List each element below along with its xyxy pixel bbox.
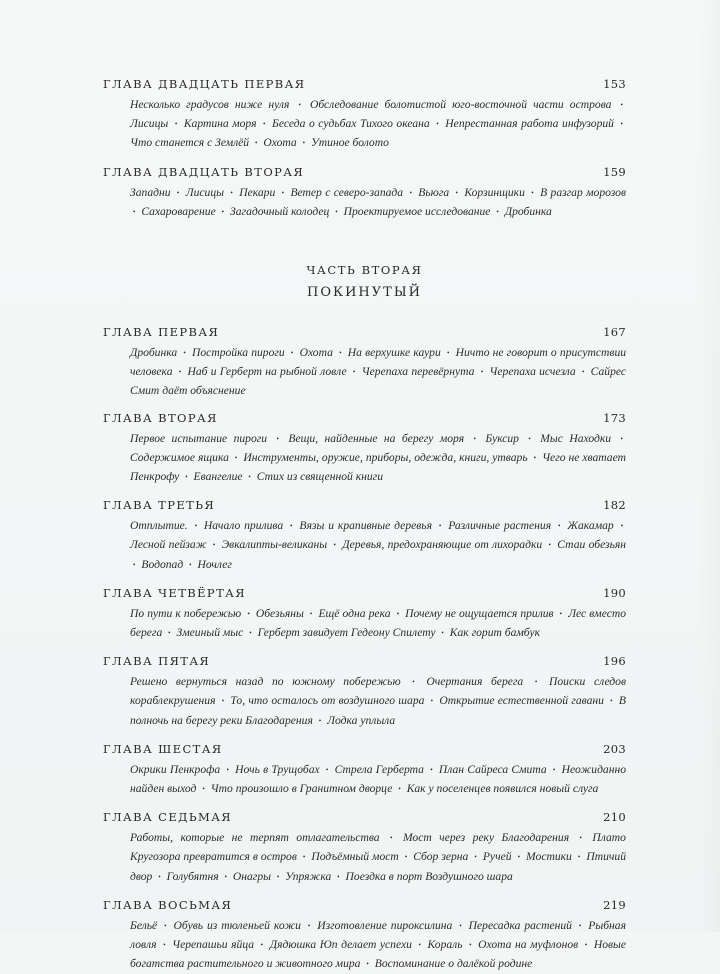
summary-item: Онагры — [232, 869, 271, 883]
summary-item: Начало прилива — [203, 519, 284, 533]
bullet-separator: • — [552, 765, 556, 774]
bullet-separator: • — [302, 139, 306, 148]
chapter-gap — [103, 575, 626, 585]
chapter-summary — [130, 517, 626, 575]
summary-item: Ночь в Трущобах — [235, 762, 320, 776]
summary-item: Что произошло в Гранитном дворце — [210, 782, 393, 796]
summary-item: Ручей — [482, 850, 512, 864]
chapter-heading — [103, 897, 626, 913]
summary-item: Дробинка — [130, 346, 178, 360]
summary-item: Ничто не говорит о присутствии человека — [130, 346, 627, 379]
summary-item: В разгар морозов — [540, 185, 626, 199]
summary-item: Стрела Герберта — [334, 762, 424, 776]
summary-item: Дядюшка Юп делает успехи — [269, 938, 412, 952]
summary-item: Упряжка — [285, 869, 332, 883]
summary-item: Вьюга — [418, 185, 450, 199]
bullet-separator: • — [276, 434, 279, 443]
summary-item: Различные растения — [448, 519, 552, 533]
bullet-separator: • — [281, 188, 285, 197]
bullet-separator: • — [620, 101, 623, 109]
bullet-separator: • — [620, 434, 623, 443]
summary-item: Непрестанная работа инфузорий — [445, 117, 614, 131]
summary-item: Что станется с Землёй — [130, 136, 250, 150]
chapter-title: ГЛАВА ТРЕТЬЯ — [103, 498, 216, 513]
chapter-heading — [103, 585, 626, 601]
chapter-entry — [103, 741, 626, 799]
summary-item: Герберт завидует Гедеону Спилету — [257, 626, 436, 640]
chapter-gap — [103, 799, 626, 809]
summary-item: Очертания берега — [426, 675, 524, 689]
chapter-page-number: 159 — [603, 164, 626, 179]
bullet-separator: • — [533, 453, 537, 462]
bullet-separator: • — [548, 541, 551, 550]
summary-item: Кораль — [427, 938, 463, 952]
contents-continuation — [103, 76, 626, 222]
chapter-summary — [130, 761, 626, 799]
bullet-separator: • — [430, 765, 433, 774]
bullet-separator: • — [212, 541, 216, 550]
chapter-page-number: 203 — [603, 741, 626, 756]
bullet-separator: • — [480, 368, 484, 377]
bullet-separator: • — [298, 101, 301, 109]
bullet-separator: • — [133, 560, 136, 569]
chapter-title: ГЛАВА СЕДЬМАЯ — [103, 810, 232, 825]
chapter-title: ГЛАВА ЧЕТВЁРТАЯ — [103, 585, 246, 600]
summary-item: Деревья, предохраняющие от лихорадки — [342, 538, 543, 552]
chapter-summary — [130, 829, 626, 887]
bullet-separator: • — [260, 941, 264, 950]
bullet-separator: • — [176, 188, 180, 197]
summary-item: Работы, которые не терпят отлагательства — [130, 831, 380, 845]
chapter-entry — [103, 164, 626, 222]
summary-item: План Сайреса Смита — [438, 762, 547, 776]
summary-item: Первое испытание пироги — [130, 431, 268, 445]
summary-item: Западни — [130, 185, 171, 199]
bullet-separator: • — [178, 368, 182, 377]
bullet-separator: • — [409, 188, 412, 197]
summary-item: Открытие естественной гавани — [439, 694, 604, 708]
part-heading — [103, 262, 626, 302]
bullet-separator: • — [455, 188, 458, 197]
chapter-title: ГЛАВА ДВАДЦАТЬ ВТОРАЯ — [103, 164, 305, 179]
summary-item: Инструменты, оружие, приборы, одежда, книги, утварь — [243, 450, 528, 464]
bullet-separator: • — [247, 609, 250, 618]
bullet-separator: • — [577, 853, 581, 862]
bullet-separator: • — [581, 368, 585, 377]
bullet-separator: • — [469, 941, 472, 950]
summary-item: Чего не хватает Пенкрофу — [130, 450, 626, 484]
summary-item: Ночлег — [197, 557, 232, 571]
chapter-summary — [130, 917, 626, 974]
chapter-heading — [103, 497, 626, 513]
chapter-heading — [103, 809, 626, 825]
chapter-title: ГЛАВА ШЕСТАЯ — [103, 741, 223, 756]
bullet-separator: • — [189, 560, 192, 569]
bullet-separator: • — [234, 453, 238, 462]
bullet-separator: • — [276, 872, 280, 881]
summary-item: Новые богатства растительного и животного мира — [130, 938, 627, 971]
bullet-separator: • — [158, 872, 161, 881]
summary-item: Содержимое ящика — [130, 450, 229, 464]
summary-item: Плато Кругозора превратится в остров — [130, 831, 626, 864]
bullet-separator: • — [352, 368, 356, 377]
bullet-separator: • — [528, 434, 531, 443]
summary-item: Птичий двор — [130, 850, 627, 883]
chapter-heading — [103, 741, 626, 757]
bullet-separator: • — [531, 188, 534, 197]
summary-item: Лодка уплыла — [327, 713, 396, 727]
bullet-separator: • — [496, 207, 499, 216]
summary-item: Подъёмный мост — [311, 850, 399, 864]
chapter-entry — [103, 410, 626, 488]
summary-item: Несколько градусов ниже нуля — [130, 98, 290, 111]
part-label: ЧАСТЬ ВТОРАЯ — [306, 263, 423, 278]
summary-item: Решено вернуться назад по южному побережью — [130, 675, 401, 689]
summary-item: Евангелие — [193, 470, 243, 484]
summary-item: Черепаха исчезла — [489, 365, 576, 379]
summary-item: Проектируемое исследование — [343, 204, 491, 218]
summary-item: По пути к побережью — [130, 606, 242, 620]
summary-item: Корзинщики — [464, 185, 525, 199]
summary-item: На верхушке каури — [347, 346, 441, 360]
part-title: ПОКИНУТЫЙ — [307, 285, 422, 301]
summary-item: Дробинка — [504, 204, 552, 218]
bullet-separator: • — [404, 853, 408, 862]
chapter-gap — [103, 487, 626, 497]
bullet-separator: • — [226, 765, 229, 774]
bullet-separator: • — [309, 609, 313, 618]
summary-item: Черепаха перевёрнута — [361, 365, 475, 379]
summary-item: Беседа о судьбах Тихого океана — [272, 117, 430, 131]
summary-item: Лесной пейзаж — [130, 538, 207, 552]
chapter-page-number: 167 — [603, 325, 626, 340]
summary-item: Охота — [299, 346, 333, 360]
chapter-title: ГЛАВА ПЯТАЯ — [103, 654, 211, 669]
summary-item: Лисицы — [130, 117, 169, 131]
chapter-entry — [103, 585, 626, 643]
summary-item: Обследование болотистой юго-восточной части острова — [309, 98, 612, 111]
bullet-separator: • — [412, 678, 415, 687]
bullet-separator: • — [290, 522, 293, 531]
bullet-separator: • — [302, 853, 306, 862]
bullet-separator: • — [534, 678, 538, 687]
bullet-separator: • — [366, 960, 369, 969]
bullet-separator: • — [290, 349, 294, 358]
summary-item: Поездка в порт Воздушного шара — [345, 869, 513, 883]
summary-item: Пекари — [239, 185, 276, 199]
chapter-heading — [103, 653, 626, 669]
chapter-gap — [103, 400, 626, 410]
chapter-page-number: 153 — [603, 77, 626, 91]
summary-item: Изготовление пироксилина — [317, 918, 453, 932]
summary-item: Эвкалипты-великаны — [221, 538, 328, 552]
bullet-separator: • — [333, 541, 336, 550]
bullet-separator: • — [133, 207, 136, 216]
summary-item: Постройка пироги — [192, 346, 285, 360]
chapter-page-number: 196 — [603, 654, 626, 669]
bullet-separator: • — [390, 834, 393, 843]
summary-item: Мостики — [526, 850, 572, 864]
chapter-page-number: 173 — [603, 410, 626, 425]
chapter-summary — [130, 344, 626, 400]
summary-item: Как у поселенцев появился новый слуга — [406, 782, 599, 796]
bullet-separator: • — [164, 921, 167, 930]
summary-item: Воспоминание о далёкой родине — [374, 957, 533, 971]
summary-item: Змеиный мыс — [176, 626, 244, 640]
bullet-separator: • — [335, 207, 338, 216]
bullet-separator: • — [263, 120, 266, 129]
summary-item: Обувь из тюленьей кожи — [173, 918, 301, 932]
chapter-gap — [103, 731, 626, 741]
chapter-title: ГЛАВА ВТОРАЯ — [103, 410, 218, 425]
bullet-separator: • — [307, 921, 311, 930]
summary-item: Картина моря — [183, 117, 257, 131]
chapter-heading — [103, 76, 626, 92]
chapter-entry — [103, 497, 626, 575]
bullet-separator: • — [558, 522, 561, 531]
summary-item: Лисицы — [185, 185, 224, 199]
bullet-separator: • — [610, 697, 613, 706]
bullet-separator: • — [517, 853, 521, 862]
chapter-heading — [103, 324, 626, 340]
summary-item: То, что осталось от воздушного шара — [230, 694, 425, 708]
chapter-page-number: 219 — [603, 897, 626, 912]
summary-item: Бельё — [130, 918, 158, 932]
summary-item: Как горит бамбук — [449, 626, 541, 640]
summary-item: Окрики Пенкрофа — [130, 762, 221, 776]
bullet-separator: • — [438, 522, 442, 531]
bullet-separator: • — [183, 349, 186, 358]
bullet-separator: • — [459, 921, 462, 930]
summary-item: Неожиданно найден выход — [130, 762, 627, 796]
chapter-summary — [130, 184, 626, 222]
chapter-page-number: 210 — [603, 810, 626, 825]
chapter-entry — [103, 76, 626, 154]
summary-item: Стих из священной книги — [256, 470, 383, 484]
summary-item: Жакамар — [567, 519, 614, 533]
contents-list — [103, 324, 626, 974]
bullet-separator: • — [474, 853, 477, 862]
summary-item: Обезьяны — [255, 606, 304, 620]
chapter-title: ГЛАВА ПЕРВАЯ — [103, 325, 220, 340]
bullet-separator: • — [559, 609, 563, 618]
bullet-separator: • — [248, 473, 251, 482]
chapter-gap — [103, 887, 626, 897]
chapter-entry — [103, 809, 626, 887]
summary-item: Отплытие. — [130, 519, 188, 533]
bullet-separator: • — [249, 629, 252, 638]
bullet-separator: • — [339, 349, 342, 358]
bullet-separator: • — [430, 697, 434, 706]
summary-item: В полночь на берегу реки Благодарения — [130, 694, 626, 727]
summary-item: Пересадка растений — [468, 918, 572, 932]
summary-item: Наб и Герберт на рыбной ловле — [187, 365, 347, 379]
chapter-summary — [130, 605, 626, 643]
bullet-separator: • — [446, 349, 450, 358]
bullet-separator: • — [418, 941, 421, 950]
summary-item: Ветер с северо-запада — [290, 185, 404, 199]
bullet-separator: • — [202, 785, 205, 794]
chapter-page-number: 190 — [603, 585, 626, 600]
summary-item: Голубятня — [166, 869, 219, 883]
summary-item: Мыс Находки — [540, 431, 612, 445]
bullet-separator: • — [584, 941, 588, 950]
summary-item: Сайрес Смит даёт объяснение — [130, 365, 627, 398]
summary-item: Сбор зерна — [413, 850, 469, 864]
summary-item: Вещи, найденные на берегу моря — [288, 431, 465, 445]
chapter-summary — [130, 673, 626, 731]
bullet-separator: • — [620, 120, 623, 129]
chapter-entry — [103, 324, 626, 400]
summary-item: Черепашьи яйца — [172, 938, 255, 952]
summary-item: Ещё одна река — [318, 606, 391, 620]
bullet-separator: • — [337, 872, 340, 881]
chapter-gap — [103, 154, 626, 164]
bullet-separator: • — [579, 834, 582, 843]
chapter-page-number: 182 — [603, 498, 626, 513]
bullet-separator: • — [221, 697, 225, 706]
bullet-separator: • — [194, 522, 198, 531]
bullet-separator: • — [163, 941, 166, 950]
chapter-entry — [103, 897, 626, 974]
bullet-separator: • — [325, 765, 329, 774]
bullet-separator: • — [436, 120, 439, 129]
summary-item: Сахароварение — [141, 204, 216, 218]
chapter-title: ГЛАВА ДВАДЦАТЬ ПЕРВАЯ — [103, 77, 306, 91]
summary-item: Буксир — [485, 431, 519, 445]
bullet-separator: • — [168, 629, 171, 638]
bullet-separator: • — [578, 921, 582, 930]
bullet-separator: • — [185, 473, 188, 482]
bullet-separator: • — [473, 434, 476, 443]
chapter-heading — [103, 164, 626, 180]
bullet-separator: • — [318, 716, 322, 725]
summary-item: Рыбная ловля — [130, 918, 626, 952]
chapter-summary — [130, 96, 626, 154]
bullet-separator: • — [224, 872, 227, 881]
summary-item: Мост через реку Благодарения — [402, 831, 570, 845]
summary-item: Лес вместо берега — [130, 606, 627, 640]
summary-item: Охота — [263, 136, 297, 150]
bullet-separator: • — [620, 522, 624, 531]
bullet-separator: • — [230, 188, 233, 197]
bullet-separator: • — [255, 139, 258, 148]
bullet-separator: • — [398, 785, 401, 794]
bullet-separator: • — [221, 207, 225, 216]
summary-item: Утиное болото — [310, 136, 389, 150]
summary-item: Охота на муфлонов — [478, 938, 579, 952]
summary-item: Почему не ощущается прилив — [405, 606, 554, 620]
summary-item: Водопад — [141, 557, 184, 571]
chapter-heading — [103, 410, 626, 426]
bullet-separator: • — [174, 120, 178, 129]
bullet-separator: • — [441, 629, 444, 638]
bullet-separator: • — [396, 609, 400, 618]
summary-item: Стаи обезьян — [557, 538, 626, 552]
summary-item: Поиски следов кораблекрушения — [130, 675, 627, 708]
chapter-title: ГЛАВА ВОСЬМАЯ — [103, 897, 233, 912]
summary-item: Вязы и крапивные деревья — [299, 519, 432, 533]
chapter-entry — [103, 653, 626, 731]
summary-item: Загадочный колодец — [230, 204, 330, 218]
chapter-summary — [130, 430, 626, 488]
chapter-gap — [103, 643, 626, 653]
